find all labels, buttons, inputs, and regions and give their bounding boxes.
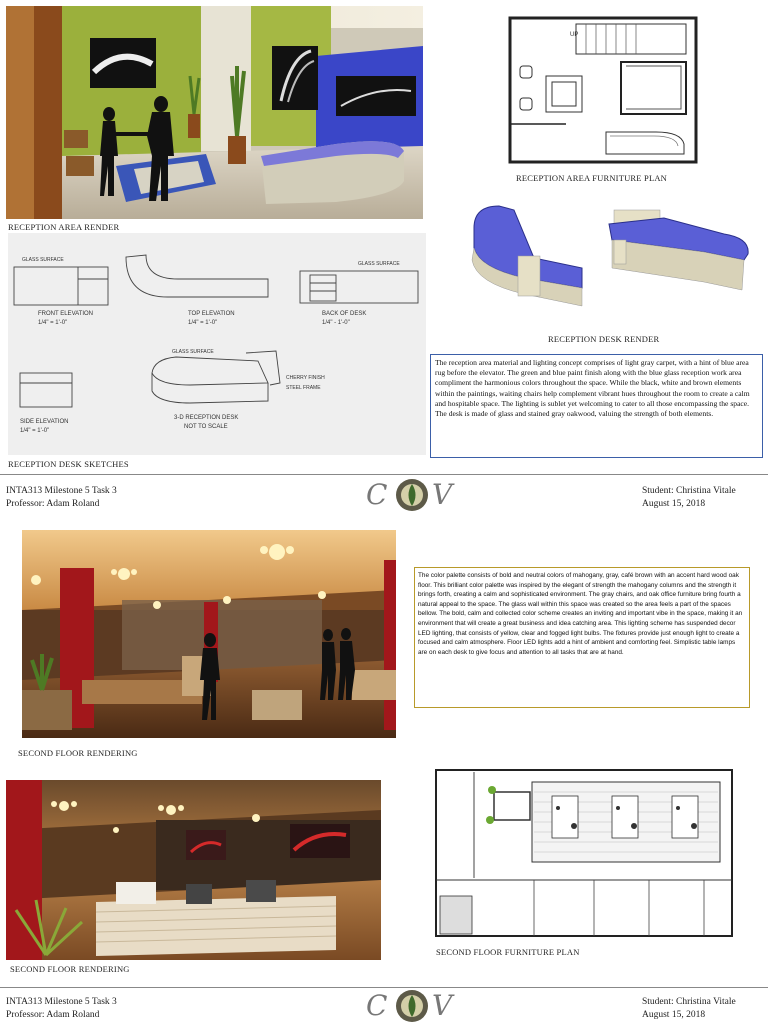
footer-2-student: Student: Christina Vitale	[642, 997, 736, 1007]
footer-2-logo	[362, 987, 472, 1024]
reception-desk-render	[454, 198, 760, 326]
footer-2-professor: Professor: Adam Roland	[6, 1010, 100, 1020]
sketch-label-steel-frame: STEEL FRAME	[286, 385, 321, 391]
footer-2-logo-letter-c: C	[366, 989, 388, 1022]
footer-1-date: August 15, 2018	[642, 499, 706, 509]
footer-1-professor: Professor: Adam Roland	[6, 499, 100, 509]
second-floor-description-text: The color palette consists of bold and neutral colors of mahogany, gray, café brown with an accent hard wood oak floor. This brilliant color palette was inspired by the elegant of strength the mahogany columns and the strength it brings forth, creating a calm and sophisticated environment. The gray chairs, and oak office furniture bring fourth a natural appeal to the space. The glass wall within this space was created so the area feels a part of the spaces bellow. The bold, calm and collected color scheme creates an inviting and important vibe in the space, making it an environment that will create a great business and idea catching area. This lighting scheme has suspended decor LED lighting, that consists of yellow, clear and fogged light bulbs. The fixtures provide just enough light to create a focused and calm atmosphere. Floor LED lights add a hint of ambient and comforting feel. Simplistic table lamps are on each desk to give focus and attention to all tasks that are at hand.	[418, 572, 743, 656]
footer-1-logo-letter-c: C	[366, 478, 388, 511]
footer-2-logo-emblem-icon	[395, 989, 429, 1023]
second-floor-furniture-plan-caption: SECOND FLOOR FURNITURE PLAN	[436, 947, 580, 957]
second-floor-rendering-2-caption: SECOND FLOOR RENDERING	[10, 964, 130, 974]
reception-desk-render-caption: RECEPTION DESK RENDER	[548, 334, 660, 344]
footer-2-date: August 15, 2018	[642, 1010, 706, 1020]
reception-area-render-caption: RECEPTION AREA RENDER	[8, 222, 120, 232]
sketch-label-top-elevation: TOP ELEVATION	[188, 311, 235, 317]
second-floor-rendering-1	[22, 530, 396, 738]
sketch-label-front-elevation: FRONT ELEVATION	[38, 311, 94, 317]
footer-2-logo-letter-v: V	[432, 989, 453, 1022]
reception-description-text: The reception area material and lighting concept comprises of light gray carpet, with a hint of blue area rug before the elevator. The green and blue paint finish along with the blue glass reception work area compliment the harmonious colors throughout the space. While the black, white and brown elements within the paintings, waiting chairs help complement vibrant hues throughout the room to create a calm and hospitable space. The lighting is sublet yet welcoming to cater to all those encompassing the space. The desk is made of glass and stained gray oakwood, valuing the strength of both elements.	[435, 358, 750, 419]
sketch-label-glass-surface-3: GLASS SURFACE	[172, 349, 214, 355]
sketch-label-side-scale: 1/4" = 1'-0"	[20, 428, 50, 434]
footer-1-logo-emblem-icon	[395, 478, 429, 512]
sketch-label-back-of-desk: BACK OF DESK	[322, 311, 367, 317]
second-floor-furniture-plan	[434, 768, 734, 938]
footer-1-logo	[362, 476, 472, 514]
footer-1-student: Student: Christina Vitale	[642, 486, 736, 496]
sketch-label-side-elevation: SIDE ELEVATION	[20, 419, 69, 425]
sketch-label-glass-surface-1: GLASS SURFACE	[22, 257, 64, 263]
sketch-label-not-to-scale: NOT TO SCALE	[184, 424, 228, 430]
svg-text:UP: UP	[570, 32, 579, 38]
footer-1-course: INTA313 Milestone 5 Task 3	[6, 486, 117, 496]
page-1-divider	[0, 474, 768, 475]
sketch-label-back-scale: 1/4" - 1'-0"	[322, 320, 350, 326]
second-floor-description-box	[414, 567, 750, 708]
reception-area-render	[6, 6, 423, 219]
footer-2-course: INTA313 Milestone 5 Task 3	[6, 997, 117, 1007]
sketch-label-cherry-finish: CHERRY FINISH	[286, 375, 325, 381]
sketch-label-3d-desk: 3-D RECEPTION DESK	[174, 415, 239, 421]
sketch-label-top-scale: 1/4" = 1'-0"	[188, 320, 218, 326]
second-floor-rendering-2	[6, 780, 381, 960]
second-floor-rendering-1-caption: SECOND FLOOR RENDERING	[18, 748, 138, 758]
reception-desk-sketches-caption: RECEPTION DESK SKETCHES	[8, 459, 129, 469]
reception-desk-sketches	[8, 233, 426, 455]
footer-1-logo-letter-v: V	[432, 478, 453, 511]
reception-area-furniture-plan-caption: RECEPTION AREA FURNITURE PLAN	[516, 173, 668, 183]
reception-description-box	[430, 354, 763, 458]
sketch-label-front-scale: 1/4" = 1'-0"	[38, 320, 68, 326]
sketch-label-glass-surface-2: GLASS SURFACE	[358, 261, 400, 267]
reception-area-furniture-plan	[506, 14, 700, 166]
